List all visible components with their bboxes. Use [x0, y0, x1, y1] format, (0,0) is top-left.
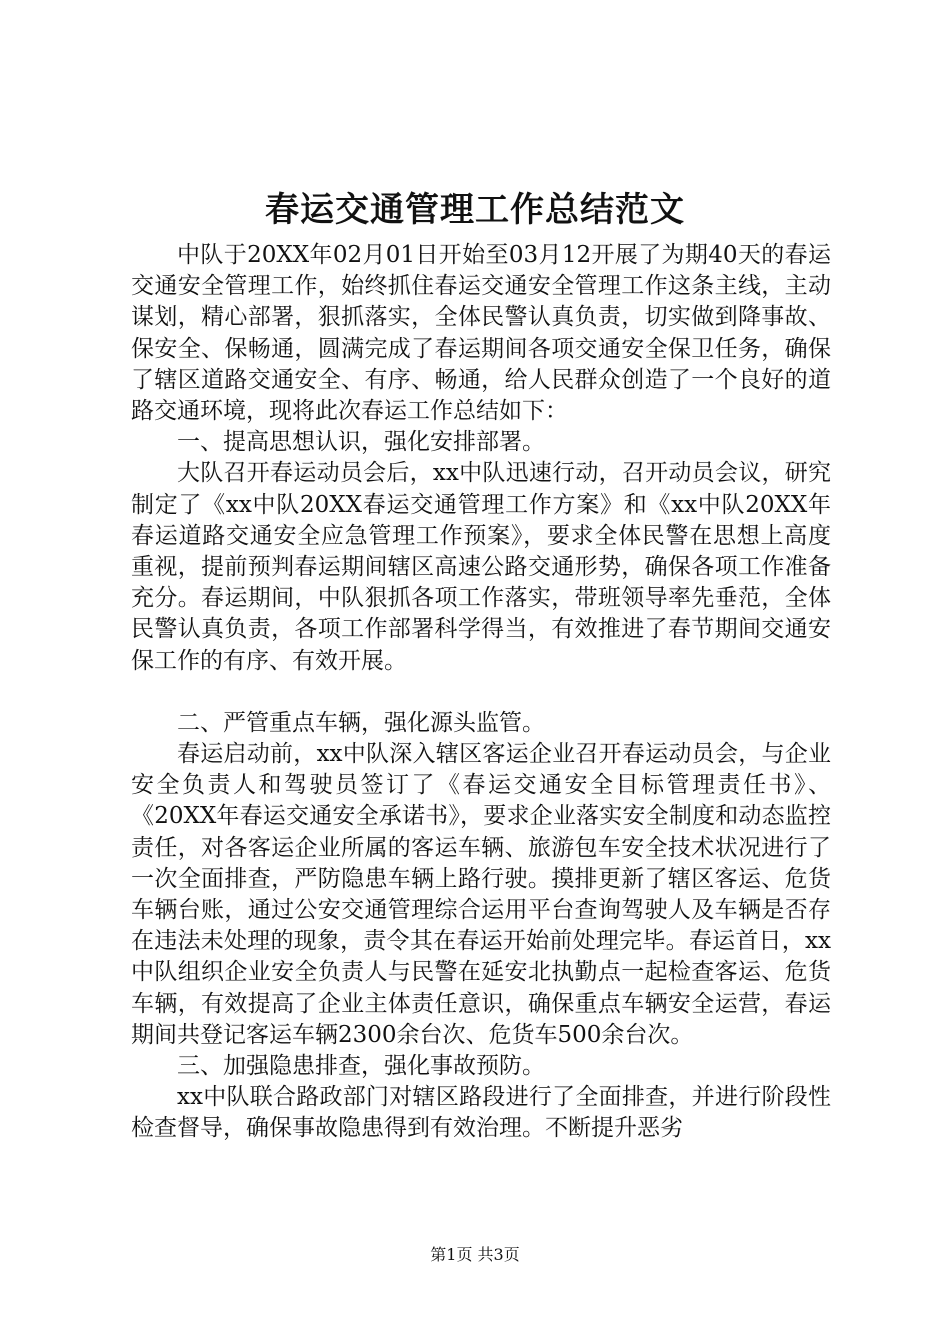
section-heading-1: 一、提高思想认识，强化安排部署。 [177, 429, 545, 456]
section-heading-3: 三、加强隐患排查，强化事故预防。 [177, 1053, 545, 1080]
paragraph-intro: 中队于20XX年02月01日开始至03月12开展了为期40天的春运交通安全管理工作，始终抓住春运交通安全管理工作这条主线，主动谋划，精心部署，狠抓落实，全体民警认真负责，切实做到降事故、保安全、保畅通，圆满完成了春运期间各项交通安全保卫任务，确保了辖区道路交通安全、有序、畅通，给人民群众创造了一个良好的道路交通环境，现将此次春运工作总结如下： [131, 242, 831, 425]
document-body [131, 240, 831, 1145]
paragraph-section-3: xx中队联合路政部门对辖区路段进行了全面排查，并进行阶段性检查督导，确保事故隐患得到有效治理。不断提升恶劣 [131, 1084, 831, 1142]
paragraph-section-2: 春运启动前，xx中队深入辖区客运企业召开春运动员会，与企业安全负责人和驾驶员签订了《春运交通安全目标管理责任书》、《20XX年春运交通安全承诺书》，要求企业落实安全制度和动态监控责任，对各客运企业所属的客运车辆、旅游包车安全技术状况进行了一次全面排查，严防隐患车辆上路行驶。摸排更新了辖区客运、危货车辆台账，通过公安交通管理综合运用平台查询驾驶人及车辆是否存在违法未处理的现象，责令其在春运开始前处理完毕。春运首日，xx中队组织企业安全负责人与民警在延安北执勤点一起检查客运、危货车辆，有效提高了企业主体责任意识，确保重点车辆安全运营，春运期间共登记客运车辆2300余台次、危货车500余台次。 [131, 741, 831, 1048]
document-title: 春运交通管理工作总结范文 [265, 190, 685, 230]
page-number-footer: 第1页 共3页 [430, 1245, 520, 1264]
paragraph-section-1: 大队召开春运动员会后，xx中队迅速行动，召开动员会议，研究制定了《xx中队20XX春运交通管理工作方案》和《xx中队20XX年春运道路交通安全应急管理工作预案》，要求全体民警在思想上高度重视，提前预判春运期间辖区高速公路交通形势，确保各项工作准备充分。春运期间，中队狠抓各项工作落实，带班领导率先垂范，全体民警认真负责，各项工作部署科学得当，有效推进了春节期间交通安保工作的有序、有效开展。 [131, 460, 831, 674]
section-heading-2: 二、严管重点车辆，强化源头监管。 [177, 709, 545, 736]
